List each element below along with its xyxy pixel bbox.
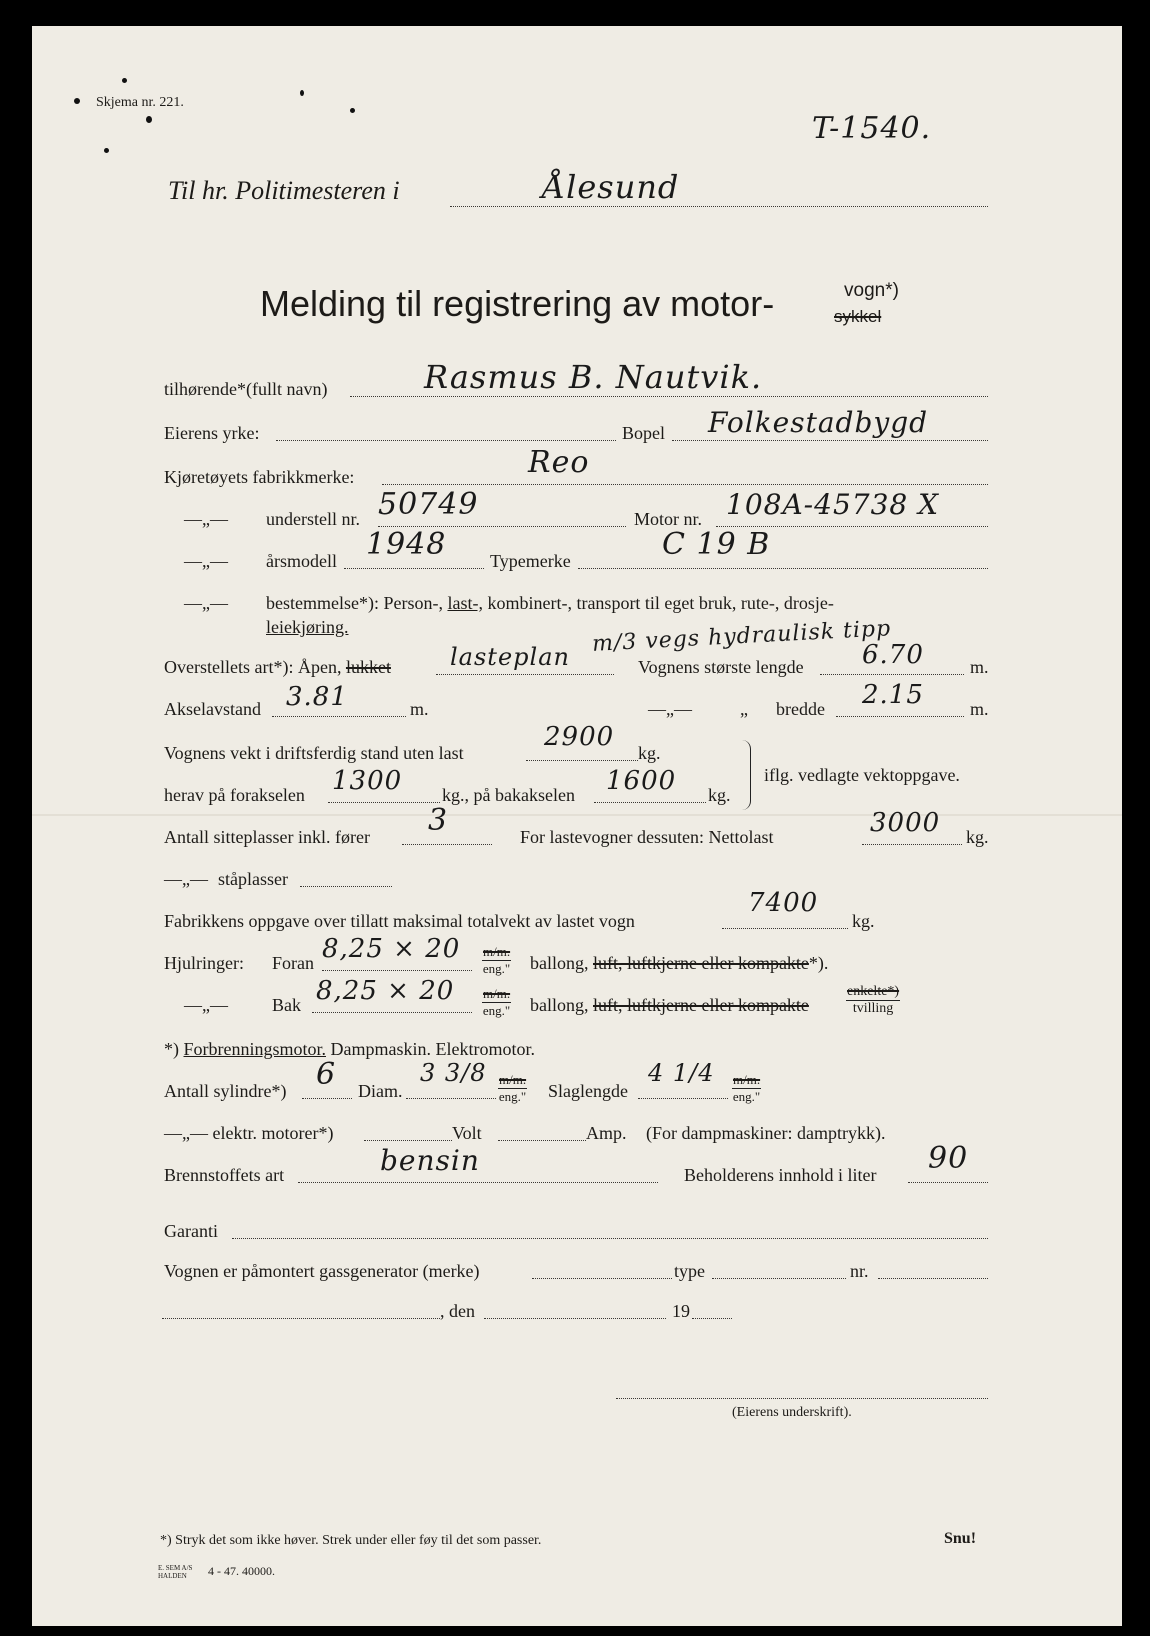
wheelbase-label: Akselavstand — [164, 699, 261, 719]
title-sykkel: sykkel — [834, 307, 882, 326]
tires-front-value: 8,25 × 20 — [322, 934, 461, 964]
body-type-lukket: lukket — [345, 657, 391, 677]
ink-speck — [350, 108, 355, 113]
tire-end: *). — [808, 953, 829, 973]
motor-label: Motor nr. — [634, 509, 703, 529]
make-value: Reo — [528, 445, 590, 480]
type-mark-label: Typemerke — [490, 551, 571, 571]
ink-speck — [104, 148, 109, 153]
stroke-label: Slaglengde — [548, 1081, 628, 1101]
width-value: 2.15 — [862, 680, 924, 710]
residence-line — [672, 440, 988, 441]
tires-rear-line — [312, 1012, 472, 1013]
ink-speck — [74, 98, 80, 104]
tires-front-label: Foran — [272, 953, 314, 973]
ditto-mark: —„— — [164, 869, 208, 889]
trucks-label: For lastevogner dessuten: Nettolast — [520, 827, 774, 847]
front-axle-value: 1300 — [332, 766, 403, 796]
guarantee-line — [232, 1238, 988, 1239]
rear-axle-value: 1600 — [606, 766, 677, 796]
balloon-text: ballong, — [530, 953, 589, 973]
max-weight-unit: kg. — [852, 911, 875, 931]
signature-label: (Eierens underskrift). — [732, 1405, 852, 1420]
tires-rear-label: Bak — [272, 995, 301, 1015]
diam-value: 3 3/8 — [420, 1059, 487, 1087]
purpose-label: bestemmelse*): — [266, 593, 379, 613]
unit-eng: eng." — [732, 1089, 761, 1104]
ink-speck — [122, 78, 127, 83]
nr-label: nr. — [850, 1261, 869, 1281]
standing-line — [300, 886, 392, 887]
tire-options: luft, luftkjerne eller kompakte — [593, 995, 809, 1015]
year-line — [692, 1318, 732, 1319]
unit-mm: m/m. — [483, 944, 511, 959]
tire-options: luft, luftkjerne eller kompakte — [593, 953, 809, 973]
form-number: Skjema nr. 221. — [96, 95, 184, 110]
occupation-line — [276, 440, 616, 441]
tires-rear-desc — [530, 994, 809, 1016]
fuel-value: bensin — [380, 1144, 480, 1177]
volt-label: Volt — [452, 1123, 482, 1143]
max-weight-value: 7400 — [748, 888, 819, 918]
occupation-label: Eierens yrke: — [164, 423, 260, 443]
engine-row — [164, 1038, 535, 1060]
weight-value: 2900 — [544, 722, 615, 752]
net-load-line — [862, 844, 962, 845]
addressee-prefix: Til hr. Politimesteren i — [168, 176, 400, 205]
net-load-unit: kg. — [966, 827, 989, 847]
tank-value: 90 — [928, 1141, 969, 1176]
footnote: *) Stryk det som ikke høver. Strek under eller føy til det som passer. — [160, 1533, 542, 1548]
cylinders-line — [302, 1098, 352, 1099]
body-type-line — [436, 674, 614, 675]
engine-steam: Dampmaskin. — [330, 1039, 431, 1059]
place-line — [162, 1318, 440, 1319]
chassis-value: 50749 — [378, 487, 479, 522]
wheelbase-unit: m. — [410, 699, 429, 719]
fuel-label: Brennstoffets art — [164, 1165, 285, 1185]
page-title — [260, 284, 774, 324]
purpose-last: last-, — [447, 593, 483, 613]
tires-label: Hjulringer: — [164, 953, 244, 973]
seats-label: Antall sitteplasser inkl. fører — [164, 827, 370, 847]
twin-option: tvilling — [852, 1001, 894, 1016]
model-year-value: 1948 — [366, 527, 447, 562]
length-unit: m. — [970, 657, 989, 677]
balloon-text: ballong, — [530, 995, 589, 1015]
ditto-mark: —„— — [184, 509, 228, 529]
ditto-mark: —„— — [184, 551, 228, 571]
fuel-line — [298, 1182, 658, 1183]
owner-name: Rasmus B. Nautvik. — [424, 358, 763, 396]
tires-rear-value: 8,25 × 20 — [316, 976, 455, 1006]
seats-line — [402, 844, 492, 845]
width-unit: m. — [970, 699, 989, 719]
body-type-note: m/3 vegs hydraulisk tipp — [591, 616, 892, 657]
form-paper — [32, 26, 1122, 1626]
wheelbase-line — [272, 716, 406, 717]
wheelbase-value: 3.81 — [286, 682, 348, 712]
tires-front-line — [322, 970, 472, 971]
max-weight-label: Fabrikkens oppgave over tillatt maksimal totalvekt av lastet vogn — [164, 911, 635, 931]
purpose-person: Person-, — [383, 593, 443, 613]
ink-speck — [146, 116, 152, 123]
length-label: Vognens største lengde — [638, 657, 804, 677]
addressee-line — [450, 206, 988, 207]
tank-label: Beholderens innhold i liter — [684, 1165, 877, 1185]
year-prefix: 19 — [672, 1301, 690, 1321]
engine-combustion: Forbrenningsmotor. — [183, 1039, 326, 1059]
type-label: type — [674, 1261, 705, 1281]
tires-front-desc — [530, 952, 828, 974]
body-type-label: Overstellets art*): Åpen, — [164, 657, 342, 677]
tires-front-unit — [482, 944, 511, 977]
printer-city: HALDEN — [158, 1572, 187, 1580]
residence-value: Folkestadbygd — [708, 406, 929, 439]
date-den-label: , den — [440, 1301, 475, 1321]
stroke-line — [638, 1098, 728, 1099]
unit-mm: m/m. — [499, 1072, 527, 1087]
max-weight-line — [722, 928, 848, 929]
type-mark-value: C 19 B — [662, 527, 771, 562]
model-year-label: årsmodell — [266, 551, 337, 571]
seats-value: 3 — [428, 803, 449, 838]
printer-name: E. SEM A/S — [158, 1564, 193, 1572]
addressee-city: Ålesund — [542, 168, 680, 206]
tank-line — [908, 1182, 988, 1183]
weight-bracket — [742, 740, 751, 810]
unit-eng: eng." — [482, 961, 511, 976]
diam-line — [406, 1098, 496, 1099]
amp-label: Amp. — [586, 1123, 627, 1143]
ditto-mark: —„— — [184, 593, 228, 613]
unit-mm: m/m. — [483, 986, 511, 1001]
title-vogn: vogn*) — [844, 280, 899, 301]
stroke-unit — [732, 1072, 761, 1105]
chassis-label: understell nr. — [266, 509, 360, 529]
single-twin — [846, 984, 900, 1017]
weight-cert-note: iflg. vedlagte vektoppgave. — [764, 765, 960, 785]
signature-line — [616, 1398, 988, 1399]
make-line — [382, 484, 988, 485]
engine-star: *) — [164, 1039, 179, 1059]
diam-unit — [498, 1072, 527, 1105]
type-line — [712, 1278, 846, 1279]
width-ditto: —„— — [648, 699, 692, 719]
gas-generator-label: Vognen er påmontert gassgenerator (merke) — [164, 1261, 480, 1281]
unit-eng: eng." — [498, 1089, 527, 1104]
motor-value: 108A-45738 X — [726, 488, 940, 521]
body-type-value: lasteplan — [450, 643, 570, 671]
cylinders-label: Antall sylindre*) — [164, 1081, 287, 1101]
print-run: 4 - 47. 40000. — [208, 1564, 275, 1578]
model-year-line — [344, 568, 484, 569]
volt-line — [498, 1140, 586, 1141]
width-label: bredde — [776, 699, 825, 719]
unit-eng: eng." — [482, 1003, 511, 1018]
gas-generator-line — [532, 1278, 672, 1279]
cylinders-value: 6 — [316, 1057, 337, 1092]
date-line — [484, 1318, 666, 1319]
front-axle-line — [328, 802, 440, 803]
rear-axle-label: kg., på bakakselen — [442, 785, 575, 805]
type-mark-line — [578, 568, 988, 569]
make-label: Kjøretøyets fabrikkmerke: — [164, 467, 355, 487]
purpose-leiekjoring: leiekjøring. — [266, 617, 349, 637]
reference-number: T-1540. — [812, 111, 932, 146]
ink-speck — [300, 90, 304, 96]
owner-label: tilhørende*(fullt navn) — [164, 379, 328, 399]
rear-axle-unit: kg. — [708, 785, 731, 805]
electric-line — [364, 1140, 452, 1141]
fold-crease — [32, 814, 1122, 816]
net-load-value: 3000 — [870, 808, 941, 838]
ditto-mark: —„— — [184, 995, 228, 1015]
unit-mm: m/m. — [733, 1072, 761, 1087]
guarantee-label: Garanti — [164, 1221, 218, 1241]
width-line — [836, 716, 964, 717]
nr-line — [878, 1278, 988, 1279]
weight-line — [526, 760, 638, 761]
engine-electric: Elektromotor. — [435, 1039, 535, 1059]
single-option: enkelte*) — [847, 984, 900, 999]
standing-label: ståplasser — [218, 869, 288, 889]
stroke-value: 4 1/4 — [648, 1059, 715, 1087]
steam-pressure-label: (For dampmaskiner: damptrykk). — [646, 1123, 886, 1143]
diam-label: Diam. — [358, 1081, 403, 1101]
turn-over: Snu! — [944, 1530, 977, 1547]
rear-axle-line — [594, 802, 706, 803]
body-type-row — [164, 656, 391, 678]
owner-line — [350, 396, 988, 397]
front-axle-label: herav på forakselen — [164, 785, 305, 805]
electric-label: —„— elektr. motorer*) — [164, 1123, 334, 1143]
purpose-row — [266, 592, 834, 614]
length-line — [820, 674, 964, 675]
residence-label: Bopel — [622, 423, 665, 443]
width-ditto-quote: „ — [740, 699, 748, 719]
tires-rear-unit — [482, 986, 511, 1019]
purpose-rest: kombinert-, transport til eget bruk, rute-, drosje- — [487, 593, 834, 613]
weight-label: Vognens vekt i driftsferdig stand uten last — [164, 743, 464, 763]
length-value: 6.70 — [862, 640, 924, 670]
title-main: Melding til registrering av motor- — [260, 283, 775, 324]
weight-unit: kg. — [638, 743, 661, 763]
